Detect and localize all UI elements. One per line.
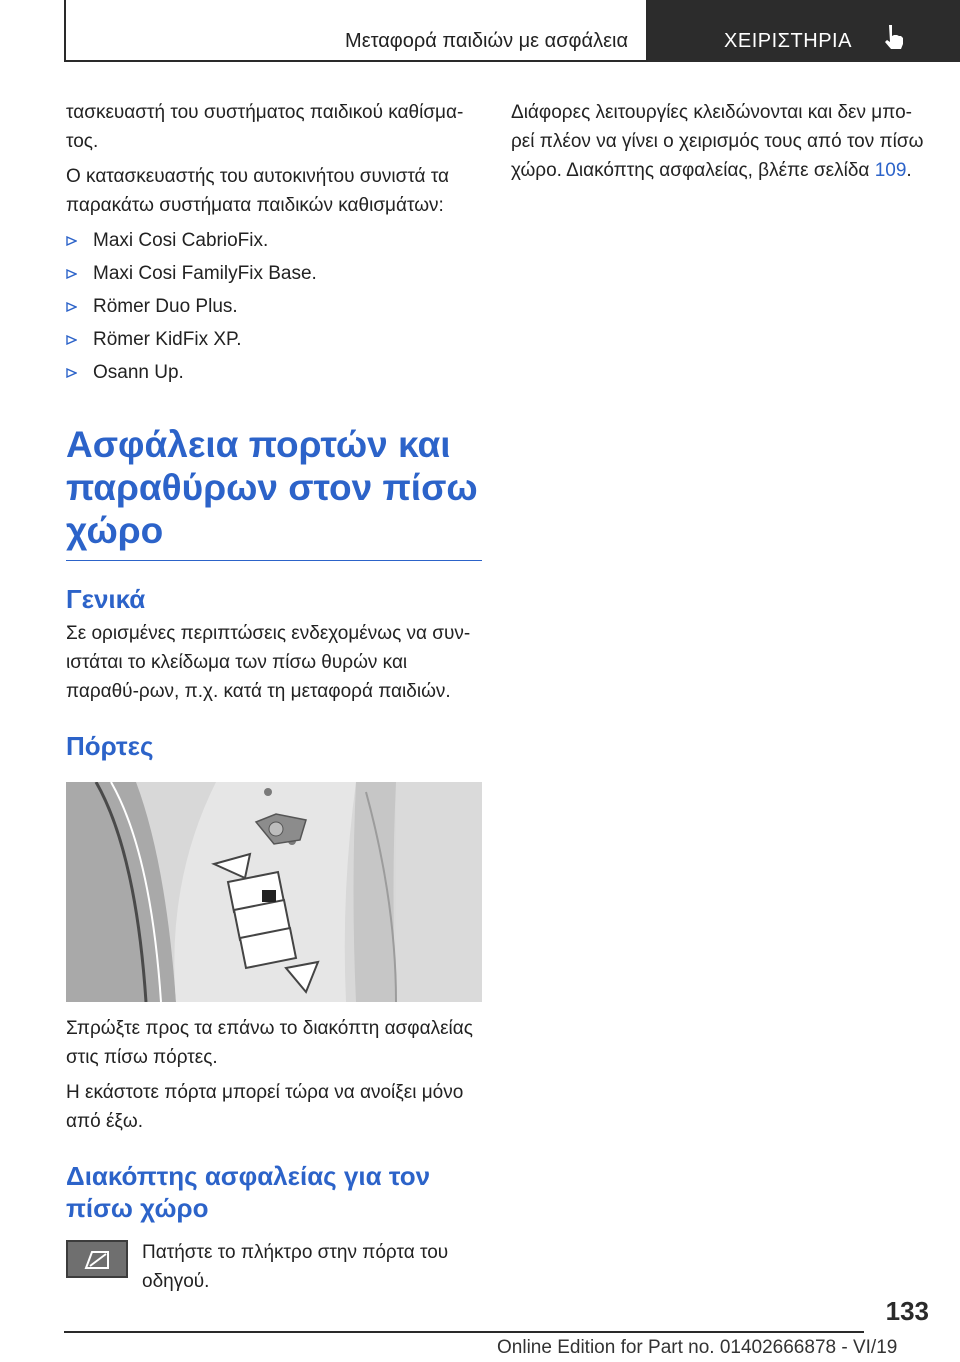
right-column <box>511 98 931 191</box>
general-heading: Γενικά <box>66 584 146 614</box>
list-item <box>66 292 482 321</box>
rear-switch-row <box>66 1238 482 1296</box>
list-item-text: Römer KidFix XP. <box>93 329 242 350</box>
triangle-bullet-icon <box>66 368 77 378</box>
manual-section-tab[interactable] <box>648 0 960 62</box>
rear-switch-heading: Διακόπτης ασφαλείας για τον πίσω χώρο <box>66 1161 431 1223</box>
list-item <box>66 259 482 288</box>
door-lock-illustration <box>66 782 482 1002</box>
list-item-text: Maxi Cosi FamilyFix Base. <box>93 263 317 284</box>
window-lock-switch-icon <box>66 1240 128 1278</box>
section-title: Μεταφορά παιδιών με ασφάλεια <box>345 30 628 52</box>
page-number: 133 <box>885 1296 929 1326</box>
intro-continued-text: τασκευαστή του συστήματος παιδικού καθίσμα-τος. <box>66 102 464 152</box>
footer-edition: Online Edition for Part no. 01402666878 - VI/19 <box>497 1337 898 1358</box>
left-column <box>66 98 482 1296</box>
list-item <box>66 226 482 255</box>
pointing-hand-icon <box>878 22 908 52</box>
manual-section-label: ΧΕΙΡΙΣΤΗΡΙΑ <box>724 30 852 52</box>
list-item-text: Osann Up. <box>93 362 184 383</box>
list-item-text: Römer Duo Plus. <box>93 296 238 317</box>
doors-heading: Πόρτες <box>66 731 154 761</box>
footer-divider <box>64 1331 864 1333</box>
recommendation-text: Ο κατασκευαστής του αυτοκινήτου συνιστά τα παρακάτω συστήματα παιδικών καθισμάτων: <box>66 166 450 216</box>
section-heading: Ασφάλεια πορτών και παραθύρων στον πίσω χώρο <box>66 423 482 561</box>
rear-switch-text: Πατήστε το πλήκτρο στην πόρτα του οδηγού. <box>142 1242 449 1292</box>
triangle-bullet-icon <box>66 335 77 345</box>
doors-result-text: Η εκάστοτε πόρτα μπορεί τώρα να ανοίξει μόνο από έξω. <box>66 1082 464 1132</box>
window-lock-symbol <box>68 1242 126 1276</box>
general-text: Σε ορισμένες περιπτώσεις ενδεχομένως να συν-ιστάται το κλείδωμα των πίσω θυρών και παραθύ-ρων, π.χ. κατά τη μεταφορά παιδιών. <box>66 623 471 702</box>
right-text: Διάφορες λειτουργίες κλειδώνονται και δεν μπο-ρεί πλέον να γίνει ο χειρισμός τους από τον πίσω χώρο. Διακόπτης ασφαλείας, βλέπε σελίδα <box>511 102 924 181</box>
seat-system-list <box>66 226 482 387</box>
list-item-text: Maxi Cosi CabrioFix. <box>93 230 269 251</box>
right-paragraph <box>511 98 931 185</box>
section-title-box <box>64 0 648 62</box>
list-item <box>66 325 482 354</box>
door-lock-drawing <box>66 782 482 1002</box>
list-item <box>66 358 482 387</box>
triangle-bullet-icon <box>66 236 77 246</box>
doors-instruction-text: Σπρώξτε προς τα επάνω το διακόπτη ασφαλείας στις πίσω πόρτες. <box>66 1018 473 1068</box>
triangle-bullet-icon <box>66 269 77 279</box>
page-reference-link[interactable]: 109 <box>874 160 907 181</box>
right-text-end: . <box>906 160 912 181</box>
page-header <box>64 0 960 64</box>
triangle-bullet-icon <box>66 302 77 312</box>
